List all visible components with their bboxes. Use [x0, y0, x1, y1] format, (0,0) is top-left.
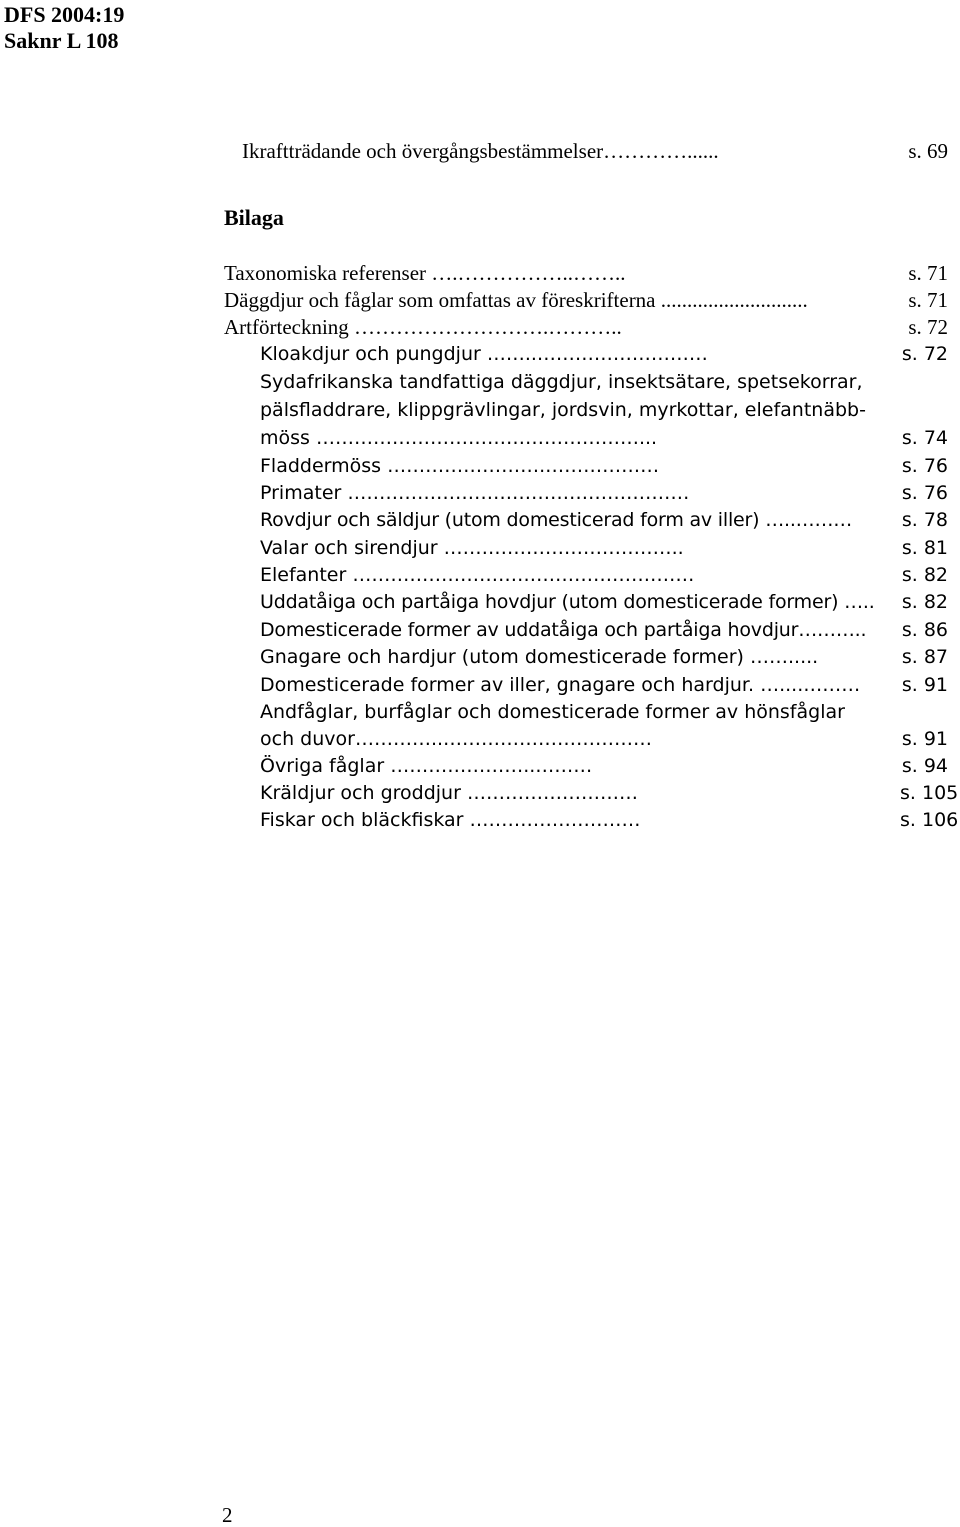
toc-entry: [260, 645, 900, 669]
toc-entry-leader: …....………: [754, 674, 861, 696]
toc-entry-page: s. 76: [901, 455, 948, 477]
header-regulation-number: DFS 2004:19: [4, 2, 125, 27]
toc-entry-leader: …………………….………………: [381, 455, 660, 477]
toc-entry-title: Sydafrikanska tandfattiga däggdjur, insektsätare, spetsekorrar,: [260, 371, 863, 393]
toc-entry-page: s. 94: [901, 755, 948, 777]
toc-entry-leader: ………………………………..: [437, 537, 684, 559]
toc-entry: [260, 781, 900, 805]
toc-entry: [224, 315, 900, 339]
toc-entry-leader: ………………………………………………: [346, 564, 695, 586]
toc-entry-title: Rovdjur och säldjur (utom domesticerad form av iller): [260, 509, 760, 531]
toc-entry-title: pälsfladdrare, klippgrävlingar, jordsvin, myrkottar, elefantnäbb-: [260, 399, 866, 421]
toc-entry-leader: ….……………..……..: [426, 261, 626, 285]
toc-entry-page: s. 69: [908, 139, 948, 163]
toc-entry: [260, 481, 900, 505]
toc-entry-title: Gnagare och hardjur (utom domesticerade former): [260, 646, 744, 668]
toc-entry-title: Domesticerade former av uddatåiga och partåiga hovdjur: [260, 619, 799, 641]
document-header: [4, 2, 124, 54]
toc-entry-page: s. 72: [901, 343, 948, 365]
toc-entry: [260, 536, 900, 560]
toc-entry-title: Kloakdjur och pungdjur: [260, 343, 481, 365]
toc-entry-page: s. 91: [901, 674, 948, 696]
toc-entry-page: s. 71: [908, 288, 948, 312]
toc-entry-title: Elefanter: [260, 564, 347, 586]
toc-entry-leader: ............................: [655, 288, 808, 312]
toc-entry-page: s. 82: [901, 564, 948, 586]
toc-entry-leader: ………………………………………………: [341, 482, 690, 504]
toc-entry: [260, 398, 948, 422]
toc-entry-page: s. 81: [901, 537, 948, 559]
toc-entry-title: Uddatåiga och partåiga hovdjur (utom domesticerade former): [260, 591, 839, 613]
toc-entry: [260, 673, 900, 697]
toc-entry: [224, 261, 900, 285]
toc-entry: [260, 563, 900, 587]
toc-entry: [260, 618, 900, 642]
toc-entry-page: s. 86: [901, 619, 948, 641]
appendix-heading: Bilaga: [224, 205, 284, 230]
toc-entry-page: s. 91: [901, 728, 948, 750]
toc-entry-leader: ……..………………………: [480, 343, 708, 365]
toc-entry: [260, 342, 900, 366]
toc-entry-page: s. 87: [901, 646, 948, 668]
toc-entry-page: s. 74: [901, 427, 948, 449]
toc-entry: [260, 370, 948, 394]
toc-entry-leader: ………………………: [463, 809, 641, 831]
toc-entry: [260, 508, 900, 532]
toc-entry-intro: [242, 139, 862, 163]
toc-entry-page: s. 76: [901, 482, 948, 504]
toc-entry-title: och duvor: [260, 728, 355, 750]
toc-entry-page: s. 78: [901, 509, 948, 531]
page-number: 2: [222, 1503, 233, 1527]
toc-entry-leader: ………..: [798, 619, 867, 641]
toc-entry-leader: ………………………: [460, 782, 638, 804]
toc-entry-title: Artförteckning: [224, 315, 349, 339]
toc-entry-title: Andfåglar, burfåglar och domesticerade former av hönsfåglar: [260, 701, 845, 723]
toc-entry-page: s. 105: [900, 782, 959, 804]
toc-entry-title: Däggdjur och fåglar som omfattas av föreskrifterna: [224, 288, 656, 312]
toc-entry: [260, 590, 900, 614]
toc-entry-page: s. 72: [908, 315, 948, 339]
toc-entry-leader: …..………: [759, 509, 853, 531]
toc-entry: [224, 288, 900, 312]
toc-entry-page: s. 71: [908, 261, 948, 285]
toc-entry-leader: ……………………….………..: [348, 315, 622, 339]
toc-entry-title: Valar och sirendjur: [260, 537, 438, 559]
toc-entry-title: Primater: [260, 482, 342, 504]
toc-entry: [260, 700, 948, 724]
toc-entry-leader: ……………………………………………...: [309, 427, 658, 449]
toc-entry: [260, 727, 900, 751]
toc-entry-title: Övriga fåglar: [260, 755, 385, 777]
header-case-number: Saknr L 108: [4, 28, 119, 53]
toc-entry: [260, 808, 900, 832]
toc-entry-title: Fiskar och bläckfiskar: [260, 809, 464, 831]
toc-entry: [260, 426, 900, 450]
toc-entry-leader: …………......: [603, 139, 719, 163]
toc-entry-leader: …..: [838, 591, 875, 613]
toc-entry: [260, 754, 900, 778]
toc-entry-leader: …………..……………………………: [354, 728, 653, 750]
toc-entry-leader: …….....: [743, 646, 819, 668]
toc-entry-page: s. 106: [900, 809, 959, 831]
toc-entry-title: Fladdermöss: [260, 455, 382, 477]
toc-entry-leader: …………………..………: [384, 755, 593, 777]
toc-entry-page: s. 82: [901, 591, 948, 613]
toc-entry-title: möss: [260, 427, 310, 449]
toc-entry-title: Ikraftträdande och övergångsbestämmelser: [242, 139, 604, 163]
toc-entry-title: Taxonomiska referenser: [224, 261, 427, 285]
toc-entry-title: Domesticerade former av iller, gnagare och hardjur.: [260, 674, 755, 696]
toc-entry: [260, 454, 900, 478]
toc-entry-title: Kräldjur och groddjur: [260, 782, 461, 804]
